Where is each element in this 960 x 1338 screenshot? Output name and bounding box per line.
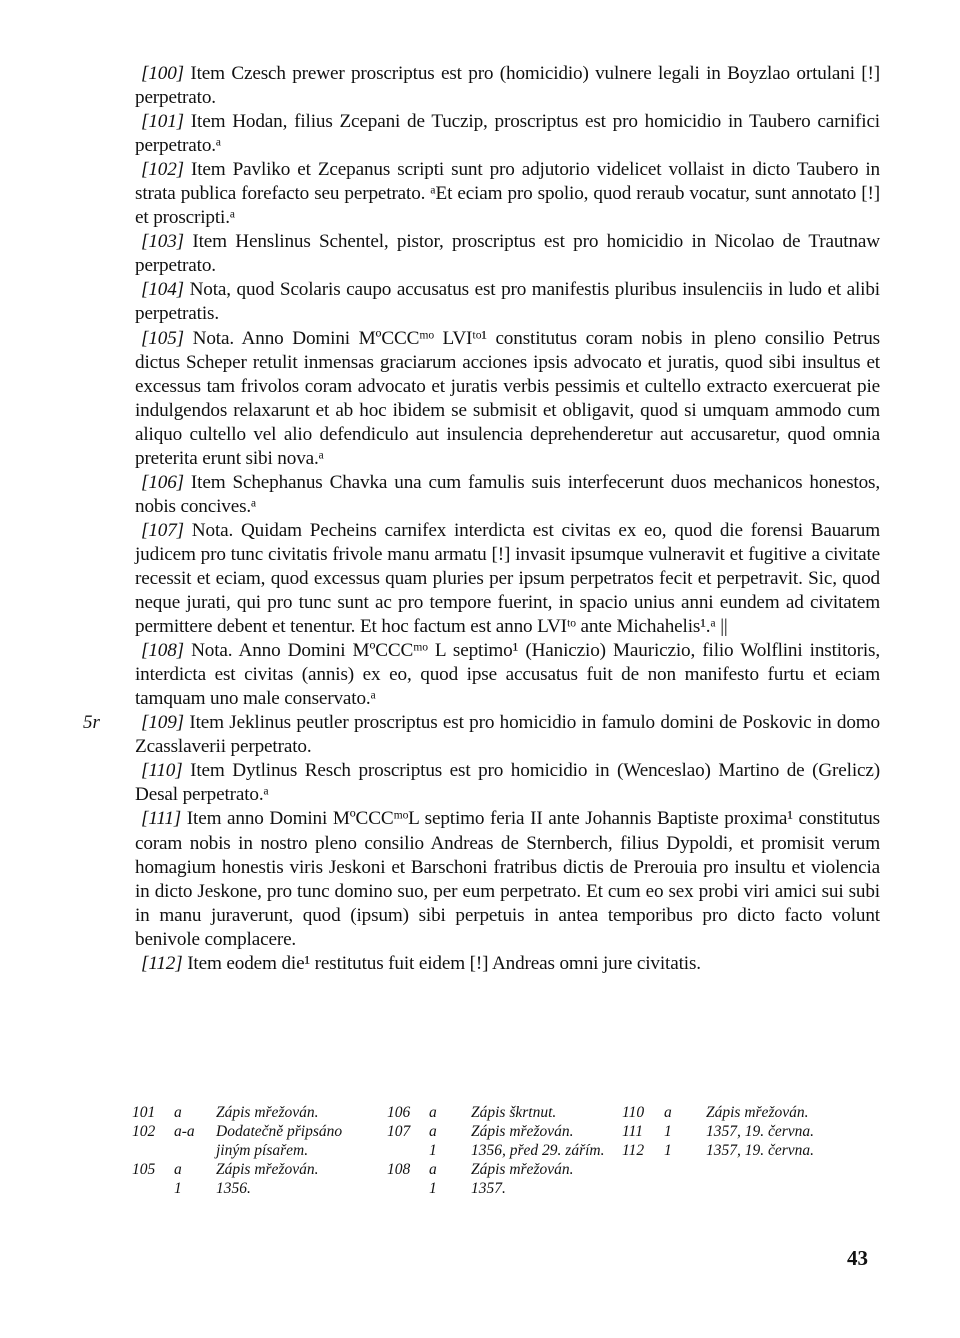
entry-number: [104] — [141, 279, 184, 301]
footnote-text: Zápis mřežován. — [216, 1104, 319, 1121]
entry — [135, 278, 880, 326]
footnote-marker: a — [429, 1161, 437, 1178]
entry-number: [108] — [141, 640, 184, 662]
footnotes — [132, 1103, 892, 1223]
footnote-entry-ref: 111 — [622, 1123, 643, 1140]
footnote — [622, 1122, 861, 1141]
main-text — [135, 62, 880, 976]
entry-number: [109] — [141, 712, 184, 734]
footnote-entry-ref: 108 — [387, 1161, 411, 1178]
entry — [135, 952, 880, 976]
footnote-text: Zápis mřežován. — [216, 1161, 319, 1178]
footnote — [387, 1179, 626, 1198]
entry-text: Item Dytlinus Resch proscriptus est pro homicidio in (Wenceslao) Martino de (Grelicz) Desal perpetrato.ᵃ — [135, 760, 880, 806]
entry-text: Item anno Domini MºCCCᵐᵒL septimo feria II ante Johannis Baptiste proxima¹ constitutus coram nobis in nostro pleno consilio Andreas de Sternberch, filius Dypoldi, et promisit verum homagium honestis viris Jeskoni et Barschoni fratribus dictis de Prerouia pro insultu et violencia in dicto Jeskone, pro tunc domino suo, per eum perpetrato. Et cum eo sex probi viri amici sui subi in manu juraverunt, quod (ipsum) sibi perpetuis in antea temporibus pro dicto facto volunt benivole complacere. — [135, 808, 880, 950]
footnote-text: 1356. — [216, 1180, 251, 1197]
entry-text: Item Schephanus Chavka una cum famulis suis interfecerunt duos mechanicos honestos, nobis concives.ᵃ — [135, 471, 880, 517]
footnote-entry-ref: 106 — [387, 1104, 411, 1121]
footnote-marker: a — [174, 1161, 182, 1178]
footnote — [132, 1179, 371, 1198]
footnote-text: Zápis mřežován. — [706, 1104, 809, 1121]
entry — [135, 471, 880, 519]
entry — [135, 711, 880, 759]
footnote-marker: a — [664, 1104, 672, 1121]
footnote-entry-ref: 107 — [387, 1123, 411, 1140]
entry-text: Item Henslinus Schentel, pistor, proscriptus est pro homicidio in Nicolao de Trautnaw perpetrato. — [135, 231, 880, 277]
entry-text: Item Jeklinus peutler proscriptus est pro homicidio in famulo domini de Poskovic in domo Zcasslaverii perpetrato. — [135, 712, 880, 758]
entry — [135, 759, 880, 807]
entry-number: [103] — [141, 231, 184, 253]
footnote — [387, 1103, 626, 1122]
footnote-divider — [135, 1094, 880, 1095]
entry-text: Item eodem die¹ restitutus fuit eidem [!] Andreas omni jure civitatis. — [182, 952, 701, 974]
entry-text: Item Czesch prewer proscriptus est pro (homicidio) vulnere legali in Boyzlao ortulani [!] perpetrato. — [135, 63, 880, 109]
entry-text: Item Pavliko et Zcepanus scripti sunt pro adjutorio videlicet vollaist in dicto Taubero in strata publica forefacto seu perpetrato. ᵃEt eciam pro spolio, quod reraub vocatur, sunt annotato [!] et proscripti.ᵃ — [135, 159, 880, 229]
footnote — [132, 1122, 371, 1160]
footnote-marker: a — [429, 1104, 437, 1121]
footnote — [132, 1160, 371, 1179]
entry — [135, 110, 880, 158]
footnote-marker: a — [429, 1123, 437, 1140]
footnote-text: Zápis mřežován. — [471, 1123, 574, 1140]
entry-text: Item Hodan, filius Zcepani de Tuczip, proscriptus est pro homicidio in Taubero carnifici perpetrato.ᵃ — [135, 111, 880, 157]
footnote-text: Zápis škrtnut. — [471, 1104, 557, 1121]
entry-number: [101] — [141, 111, 184, 133]
footnote-text: 1357. — [471, 1180, 506, 1197]
entry-number: [110] — [141, 760, 183, 782]
entry — [135, 519, 880, 639]
page-number: 43 — [847, 1246, 868, 1270]
footnote-marker: 1 — [664, 1123, 672, 1140]
entry-number: [105] — [141, 327, 184, 349]
footnote-text: Zápis mřežován. — [471, 1161, 574, 1178]
footnote-entry-ref: 102 — [132, 1123, 156, 1140]
footnote-marker: 1 — [174, 1180, 182, 1197]
footnote-marker: a — [174, 1104, 182, 1121]
entry-number: [102] — [141, 159, 184, 181]
entry-number: [111] — [141, 808, 182, 830]
entry-text: Nota. Anno Domini MºCCCᵐᵒ L septimo¹ (Haniczio) Mauriczio, filio Wolflini institoris, interdicta est civitas (annis) ex eo, quod ipse accusatus fuit de non manifesto furtu et eciam tamquam uno male conservato.ᵃ — [135, 640, 880, 710]
footnote-text: Dodatečně připsáno jiným písařem. — [216, 1123, 343, 1159]
footnote-marker: 1 — [664, 1142, 672, 1159]
footnote — [387, 1122, 626, 1141]
footnote — [387, 1141, 626, 1160]
entry-number: [106] — [141, 471, 184, 493]
entry — [135, 230, 880, 278]
entry-number: [107] — [141, 519, 184, 541]
footnote-entry-ref: 101 — [132, 1104, 156, 1121]
footnote-text: 1357, 19. června. — [706, 1142, 815, 1159]
footnote-column — [622, 1103, 861, 1160]
footnote-column — [132, 1103, 371, 1198]
margin-folio-label: 5r — [83, 712, 100, 733]
footnote-marker: 1 — [429, 1142, 437, 1159]
entry — [135, 639, 880, 711]
entry — [135, 807, 880, 951]
entry-text: Nota, quod Scolaris caupo accusatus est pro manifestis pluribus insulenciis in ludo et alibi perpetratis. — [135, 279, 880, 325]
entry-number: [112] — [141, 952, 183, 974]
entry-text: Nota. Anno Domini MºCCCᵐᵒ LVIᵗᵒ¹ constitutus coram nobis in pleno consilio Petrus dictus Scheper retulit inmensas graciarum acciones ipsis advocato et juratis, quod sibi insultus et excessus tam frivolos coram advocato et juratis verbis pessimis et cultello extracto exercuerat pie indulgendos relaxarunt et ab hoc ibidem se submisit et obligavit, quod si umquam ammodo cum aliquo cultello vel alio defendiculo aut insulencia deprehenderetur aut accusaretur, quod omnia preterita erunt sibi nova.ᵃ — [135, 327, 880, 469]
footnote-column — [387, 1103, 626, 1198]
footnote — [622, 1103, 861, 1122]
footnote-text: 1357, 19. června. — [706, 1123, 815, 1140]
entry — [135, 158, 880, 230]
footnote-entry-ref: 110 — [622, 1104, 645, 1121]
entry — [135, 62, 880, 110]
footnote-marker: a-a — [174, 1123, 195, 1140]
footnote — [132, 1103, 371, 1122]
footnote-marker: 1 — [429, 1180, 437, 1197]
footnote — [387, 1160, 626, 1179]
footnote-entry-ref: 105 — [132, 1161, 156, 1178]
entry — [135, 327, 880, 471]
footnote-text: 1356, před 29. zářím. — [471, 1142, 605, 1159]
footnote — [622, 1141, 861, 1160]
entry-text: Nota. Quidam Pecheins carnifex interdicta est civitas ex eo, quod die forensi Bauarum judicem pro tunc civitatis frivole manu armatu [!] invasit ipsumque vulneravit et fugitive a civitate recessit et eciam, quod excessus quam pluries per ipsum perpetratos fecit et perpetravit. Sic, quod neque jurati, qui pro tunc sunt ac pro tempore fuerint, in spacio unius anni eundem ad civitatem permittere debent et tenentur. Et hoc factum est anno LVIᵗᵒ ante Michahelis¹.ᵃ || — [135, 519, 880, 638]
footnote-entry-ref: 112 — [622, 1142, 645, 1159]
entry-number: [100] — [141, 63, 184, 84]
